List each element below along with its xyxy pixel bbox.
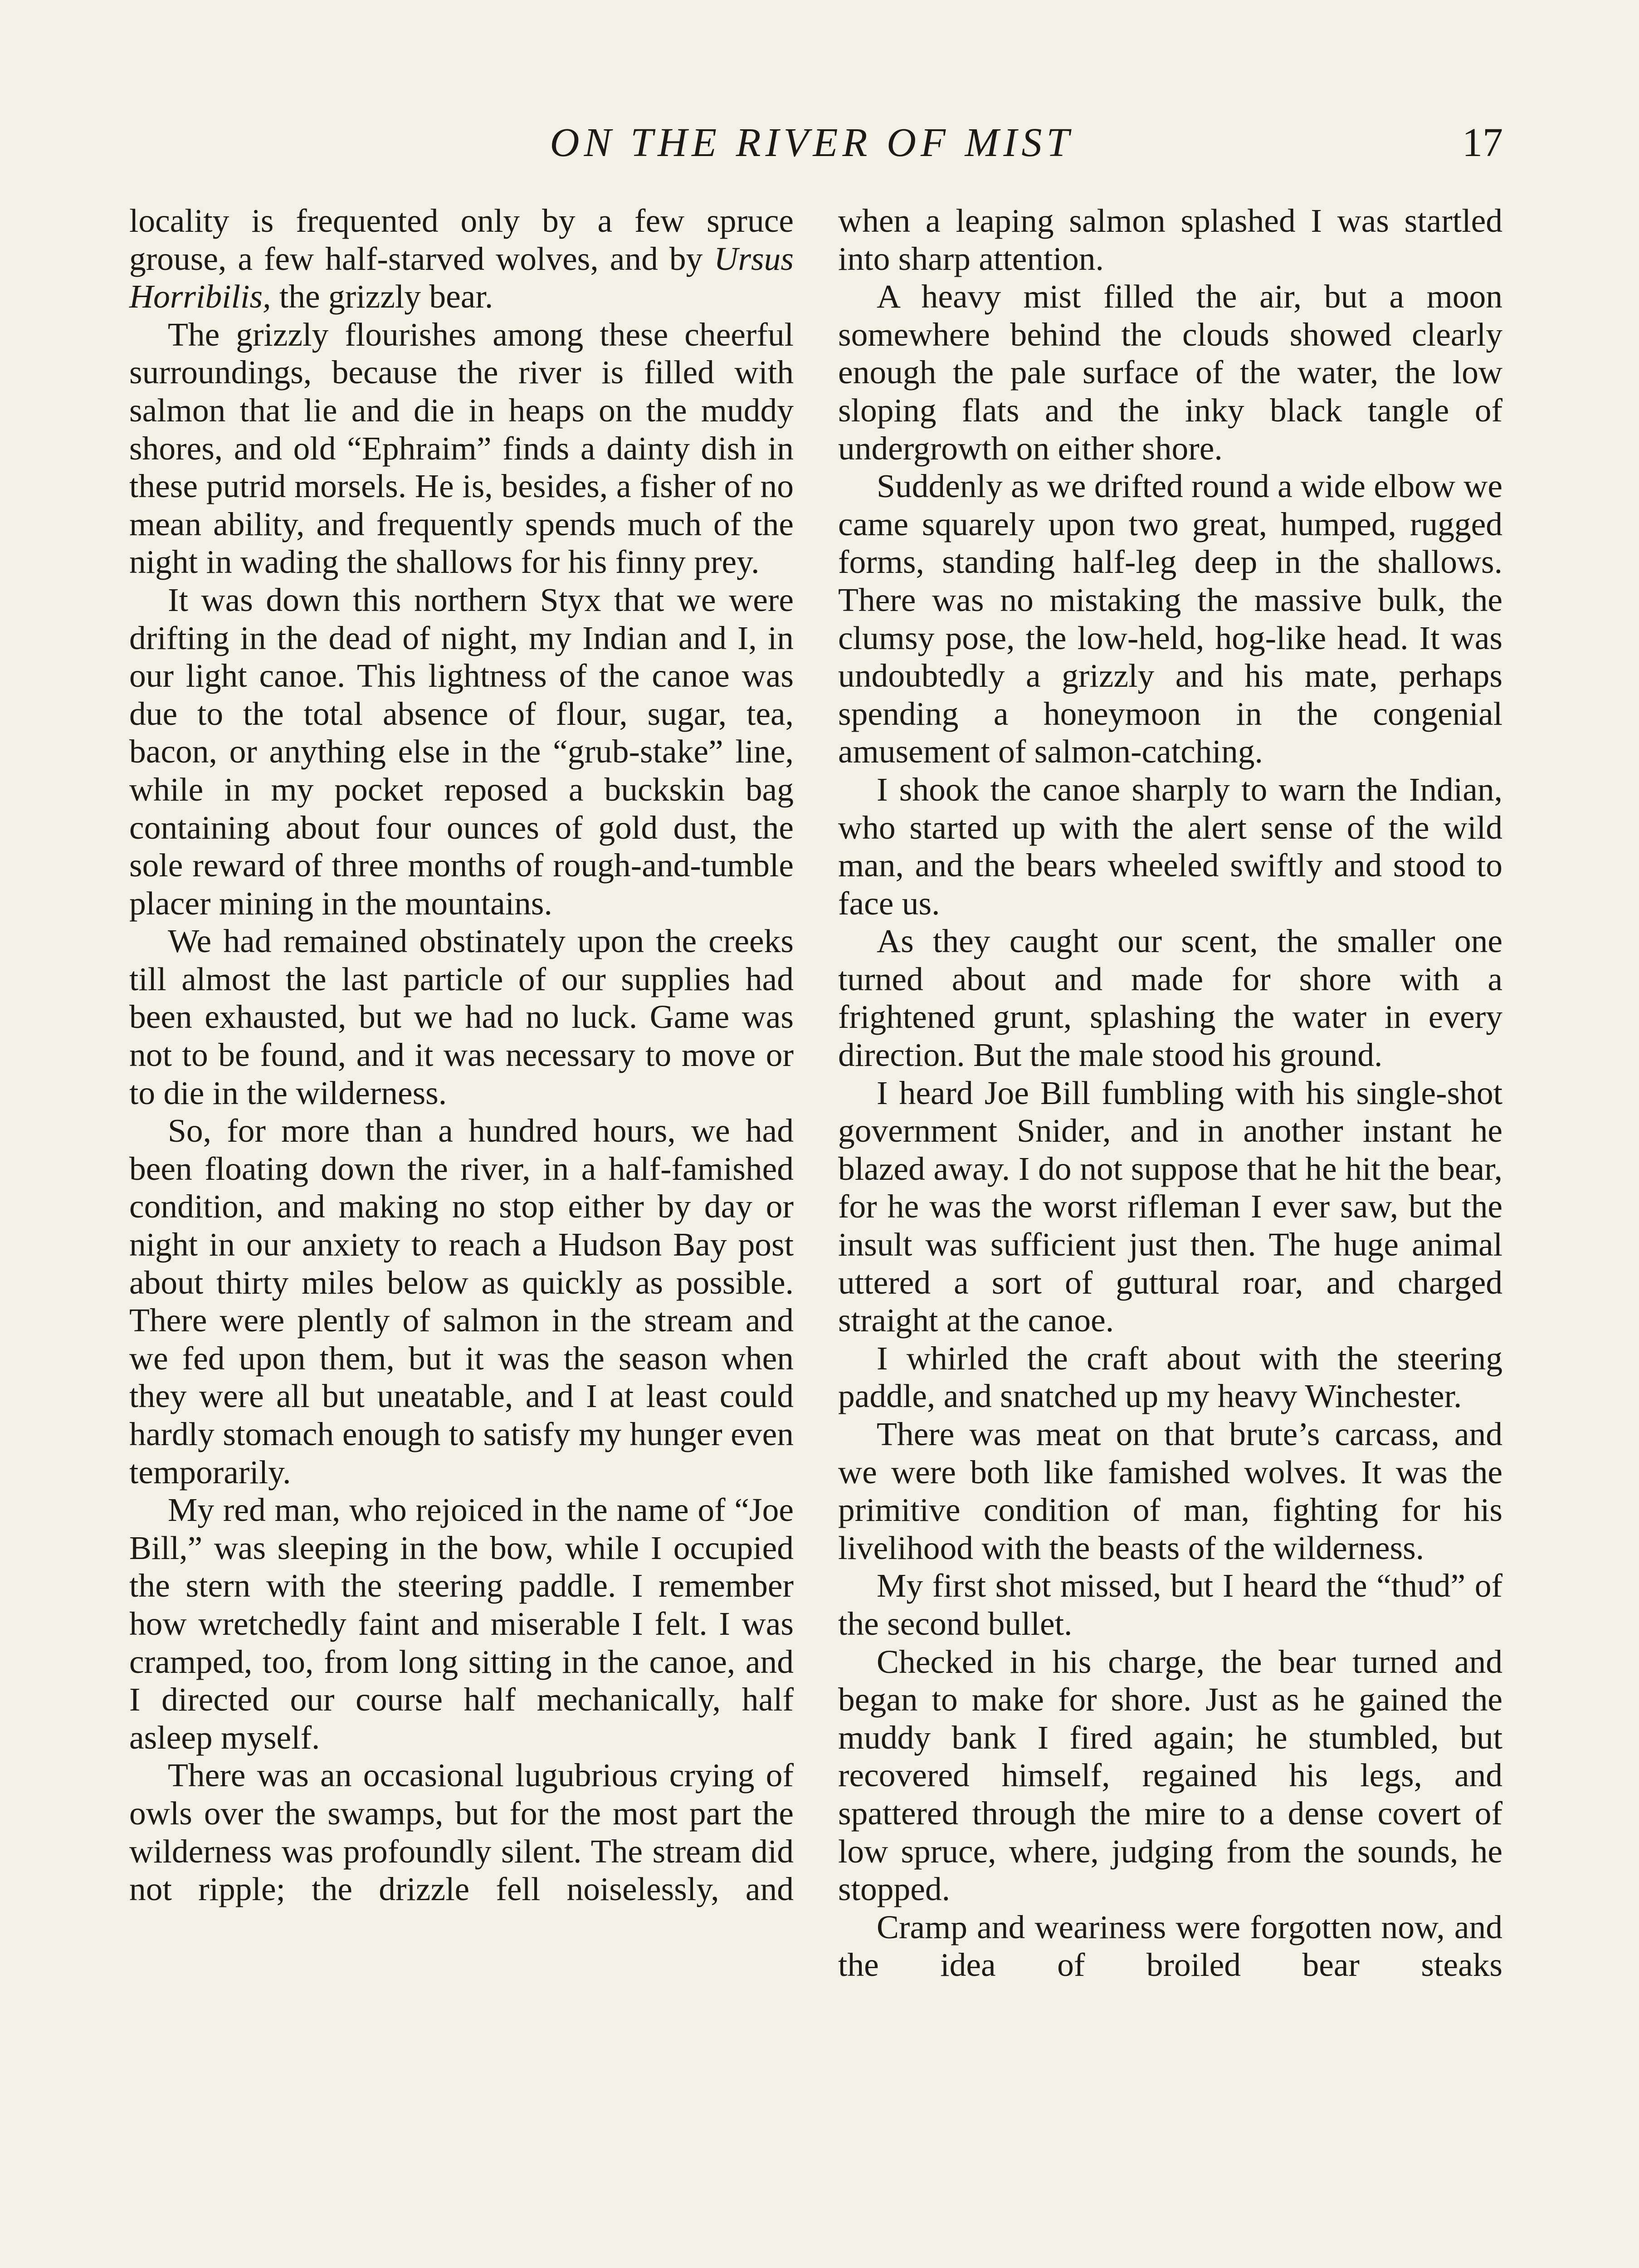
paragraph: There was meat on that brute’s carcass, and we were both like famished wolves. It was the primitive condition of man, fighting for his livelihood with the beasts of the wilderness. — [838, 1416, 1502, 1566]
paragraph: Cramp and weariness were forgotten now, and the idea of broiled bear steaks — [838, 1908, 1502, 1984]
paragraph: I whirled the craft about with the steering paddle, and snatched up my heavy Winchester. — [838, 1339, 1502, 1415]
paragraph: Checked in his charge, the bear turned and began to make for shore. Just as he gained the muddy bank I fired again; he stumbled, but recovered himself, regained his legs, and spattered through the mire to a dense covert of low spruce, where, judging from the sounds, he stopped. — [838, 1643, 1502, 1908]
paragraph: So, for more than a hundred hours, we had been floating down the river, in a half-famished condition, and making no stop either by day or night in our anxiety to reach a Hudson Bay post about thirty miles below as quickly as possible. There were plently of salmon in the stream and we fed upon them, but it was the season when they were all but uneatable, and I at least could hardly stomach enough to satisfy my hunger even temporarily. — [129, 1112, 794, 1491]
paragraph: The grizzly flourishes among these cheerful surroundings, because the river is filled with salmon that lie and die in heaps on the muddy shores, and old “Ephraim” finds a dainty dish in these putrid morsels. He is, besides, a fisher of no mean ability, and frequently spends much of the night in wading the shallows for his finny prey. — [129, 316, 794, 581]
page-number: 17 — [1462, 120, 1503, 165]
paragraph: Suddenly as we drifted round a wide elbow we came squarely upon two great, humped, rugged forms, standing half-leg deep in the shallows. There was no mistaking the massive bulk, the clumsy pose, the low-held, hog-like head. It was undoubtedly a grizzly and his mate, perhaps spending a honeymoon in the congenial amusement of salmon-catching. — [838, 468, 1502, 770]
paragraph: when a leaping salmon splashed I was startled into sharp attention. — [838, 202, 1502, 277]
paragraph: My red man, who rejoiced in the name of “Joe Bill,” was sleeping in the bow, while I occupied the stern with the steering paddle. I remember how wretchedly faint and miserable I felt. I was cramped, too, from long sitting in the canoe, and I directed our course half mechanically, half asleep myself. — [129, 1491, 794, 1756]
paragraph: It was down this northern Styx that we were drifting in the dead of night, my Indian and I, in our light canoe. This lightness of the canoe was due to the total absence of flour, sugar, tea, bacon, or anything else in the “grub-stake” line, while in my pocket reposed a buckskin bag containing about four ounces of gold dust, the sole reward of three months of rough-and-tumble placer mining in the mountains. — [129, 581, 794, 922]
paragraph: A heavy mist filled the air, but a moon somewhere behind the clouds showed clearly enough the pale surface of the water, the low sloping flats and the inky black tangle of undergrowth on either shore. — [838, 278, 1502, 467]
paragraph: My first shot missed, but I heard the “thud” of the second bullet. — [838, 1567, 1502, 1642]
paragraph: locality is frequented only by a few spruce grouse, a few half-starved wolves, and by Ursus Horribilis, the grizzly bear. — [129, 202, 794, 315]
page-header — [0, 116, 1639, 170]
paragraph: We had remained obstinately upon the creeks till almost the last particle of our supplies had been exhausted, but we had no luck. Game was not to be found, and it was necessary to move or to die in the wilderness. — [129, 923, 794, 1111]
paragraph: I shook the canoe sharply to warn the Indian, who started up with the alert sense of the wild man, and the bears wheeled swiftly and stood to face us. — [838, 771, 1502, 922]
left-column — [129, 202, 794, 1908]
paragraph: As they caught our scent, the smaller one turned about and made for shore with a frightened grunt, splashing the water in every direction. But the male stood his ground. — [838, 923, 1502, 1074]
paragraph: I heard Joe Bill fumbling with his single-shot government Snider, and in another instant he blazed away. I do not suppose that he hit the bear, for he was the worst rifleman I ever saw, but the insult was sufficient just then. The huge animal uttered a sort of guttural roar, and charged straight at the canoe. — [838, 1074, 1502, 1339]
paragraph: There was an occasional lugubrious crying of owls over the swamps, but for the most part the wilderness was profoundly silent. The stream did not ripple; the drizzle fell noiselessly, and — [129, 1757, 794, 1908]
running-title: ON THE RIVER OF MIST — [550, 120, 1074, 165]
right-column — [838, 202, 1502, 1984]
